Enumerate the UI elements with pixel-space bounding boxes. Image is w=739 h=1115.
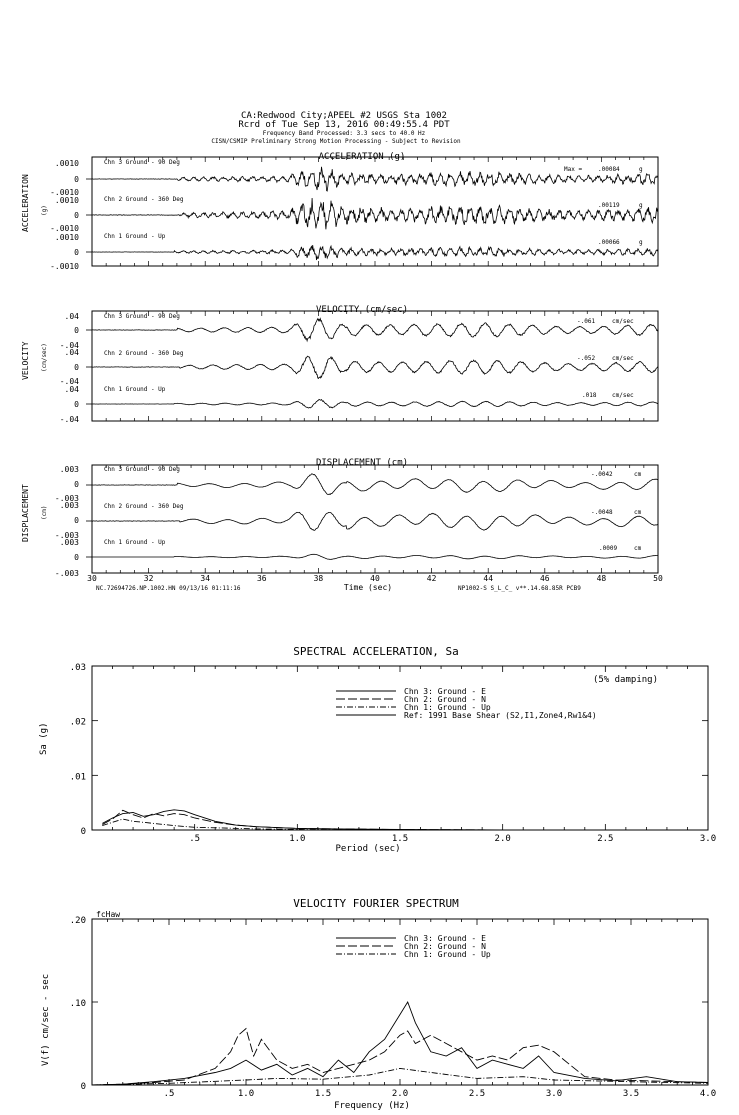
vel-ch3-label: Chn 3 Ground - 90 Deg <box>104 313 180 320</box>
velocity-frame <box>86 311 658 421</box>
sa-legend-ch2: Chn 2: Ground - N <box>404 695 486 704</box>
fs-xtick-label: 1.5 <box>314 1089 332 1099</box>
acc-ch1-peak: .00066 <box>598 239 620 246</box>
disp-ch2-peak: -.0048 <box>591 509 613 516</box>
sa-xtick-label: 3.0 <box>699 834 717 844</box>
time-tick-label: 42 <box>426 574 437 583</box>
sa-ytick-label: 0 <box>80 827 86 837</box>
sa-ytick-label: .01 <box>69 772 86 783</box>
disp-ch3-label: Chn 3 Ground - 90 Deg <box>104 466 180 473</box>
vel-ch1-label: Chn 1 Ground - Up <box>104 386 166 393</box>
vel-ch1-ytick-top: .04 <box>64 385 79 394</box>
fs-series-2 <box>92 1029 708 1085</box>
vel-ch2-unit: cm/sec <box>612 355 634 362</box>
fs-xtick-label: 2.5 <box>468 1089 486 1099</box>
time-tick-label: 34 <box>200 574 211 583</box>
vel-ch3-unit: cm/sec <box>612 318 634 325</box>
sa-xtick-label: 1.0 <box>289 834 306 844</box>
sa-legend-ref: Ref: 1991 Base Shear (S2,I1,Zone4,Rw1&4) <box>404 711 597 720</box>
velocity-ylabel: VELOCITY <box>21 341 30 380</box>
velocity-yunit: (cm/sec) <box>41 343 48 372</box>
disp-ch2-label: Chn 2 Ground - 360 Deg <box>104 503 184 510</box>
vel-ch2-peak: -.052 <box>577 355 596 362</box>
sa-ytick-label: .03 <box>69 663 86 673</box>
vel-ch3-trace <box>92 319 658 341</box>
vel-ch3-peak: -.061 <box>577 318 596 325</box>
fs-ytick-label: .20 <box>69 916 86 926</box>
time-tick-label: 30 <box>87 574 97 583</box>
sa-ylabel: Sa (g) <box>39 722 49 755</box>
time-tick-label: 32 <box>143 574 154 583</box>
vel-ch1-peak: .018 <box>582 392 597 399</box>
disp-ch1-peak: .0009 <box>599 545 618 552</box>
sa-plot-area <box>70 663 716 844</box>
fs-xtick-label: 2.0 <box>391 1089 409 1099</box>
disp-ch1-ytick-bottom: -.003 <box>54 569 79 578</box>
displacement-panel <box>21 458 663 592</box>
acc-ch2-label: Chn 2 Ground - 360 Deg <box>104 196 184 203</box>
vel-ch1-trace <box>92 399 658 408</box>
disp-ch2-ytick-top: .003 <box>59 501 79 510</box>
fs-legend-ch2: Chn 2: Ground - N <box>404 942 486 951</box>
acc-ch1-ytick-bottom: -.0010 <box>50 262 79 271</box>
acc-ch2-peak: .00119 <box>598 202 620 209</box>
disp-ch1-ytick-top: .003 <box>59 538 79 547</box>
vel-ch3-ytick-bottom: -.04 <box>59 341 79 350</box>
velocity-title: VELOCITY (cm/sec) <box>315 305 409 315</box>
fs-ylabel: V(f) cm/sec - sec <box>41 973 51 1066</box>
disp-ch2-trace <box>92 512 658 530</box>
vel-ch2-trace <box>92 356 658 378</box>
fs-xtick-label: 4.0 <box>699 1089 717 1099</box>
displacement-ylabel: DISPLACEMENT <box>21 484 30 542</box>
sa-legend-ch1: Chn 1: Ground - Up <box>404 703 491 712</box>
acc-ch2-ytick-bottom: -.0010 <box>50 224 79 233</box>
vel-ch1-ytick-bottom: -.04 <box>59 415 79 424</box>
disp-ch1-ytick-zero: 0 <box>74 553 79 562</box>
acc-ch3-ytick-top: .0010 <box>54 159 79 168</box>
vel-ch1-unit: cm/sec <box>612 392 634 399</box>
acc-ch1-ytick-top: .0010 <box>54 233 79 242</box>
footer-right: NP1002-S S_L_C_ v**.14.68.85R PCB9 <box>458 585 581 592</box>
sa-xtick-label: 1.5 <box>391 834 409 844</box>
displacement-title: DISPLACEMENT (cm) <box>315 458 409 468</box>
fs-xtick-label: 3.5 <box>622 1089 640 1099</box>
time-tick-label: 46 <box>539 574 550 583</box>
acc-ch2-ytick-zero: 0 <box>74 211 79 220</box>
time-axis-label: Time (sec) <box>343 583 393 592</box>
time-tick-label: 38 <box>313 574 324 583</box>
header-band: Frequency Band Processed: 3.3 secs to 40.0 Hz <box>262 130 426 137</box>
fs-corner-label: fcHaw <box>96 910 121 919</box>
disp-ch3-peak: -.0042 <box>591 471 613 478</box>
disp-ch3-trace <box>92 474 658 495</box>
time-axis-ticks <box>87 574 663 583</box>
time-tick-label: 44 <box>483 574 494 583</box>
fs-xtick-label: .5 <box>163 1089 175 1099</box>
disp-ch3-unit: cm <box>634 471 642 478</box>
disp-ch3-ytick-bottom: -.003 <box>54 494 79 503</box>
vel-ch2-label: Chn 2 Ground - 360 Deg <box>104 350 184 357</box>
acc-ch3-ytick-bottom: -.0010 <box>50 188 79 197</box>
header <box>211 111 461 145</box>
acc-ch3-peak: .00084 <box>598 166 620 173</box>
vel-ch3-ytick-top: .04 <box>64 312 79 321</box>
sa-xtick-label: .5 <box>189 834 201 844</box>
vel-ch3-ytick-zero: 0 <box>74 326 79 335</box>
disp-ch2-unit: cm <box>634 509 642 516</box>
fourier-spectrum-panel <box>41 897 716 1111</box>
sa-xtick-label: 2.0 <box>494 834 511 844</box>
acc-ch1-label: Chn 1 Ground - Up <box>104 233 166 240</box>
acceleration-yunit: (g) <box>41 205 48 216</box>
header-station: CA:Redwood City;APEEL #2 USGS Sta 1002 <box>241 111 447 121</box>
acc-ch3-unit: g <box>639 166 643 173</box>
sa-xlabel: Period (sec) <box>335 844 401 854</box>
sa-xtick-label: 2.5 <box>597 834 614 844</box>
acc-border <box>92 157 658 266</box>
displacement-yunit: (cm) <box>41 505 48 520</box>
fs-legend-ch1: Chn 1: Ground - Up <box>404 950 491 959</box>
footer-left: NC.72694726.NP.1002.HN 09/13/16 01:11:16 <box>96 585 241 592</box>
fs-xlabel: Frequency (Hz) <box>334 1101 410 1111</box>
disp-ch1-unit: cm <box>634 545 642 552</box>
acc-ch3-label: Chn 3 Ground - 90 Deg <box>104 159 180 166</box>
sa-border <box>92 666 708 830</box>
fs-border <box>92 919 708 1085</box>
spectral-acceleration-panel <box>39 645 716 854</box>
fs-ytick-label: .10 <box>69 999 86 1009</box>
acc-ch3-peak-prefix: Max = <box>564 166 583 173</box>
acc-ch2-unit: g <box>639 202 643 209</box>
header-record: Rcrd of Tue Sep 13, 2016 00:49:55.4 PDT <box>238 120 450 130</box>
sa-note: (5% damping) <box>592 675 658 685</box>
disp-ch2-ytick-zero: 0 <box>74 516 79 525</box>
time-tick-label: 48 <box>596 574 607 583</box>
acceleration-ylabel: ACCELERATION <box>21 174 30 232</box>
fs-xtick-label: 1.0 <box>237 1089 255 1099</box>
displacement-frame <box>86 465 658 573</box>
fs-series-1 <box>92 1002 708 1085</box>
header-note: CISN/CSMIP Preliminary Strong Motion Processing - Subject to Revision <box>211 138 461 145</box>
velocity-panel <box>21 305 658 424</box>
acc-ch2-ytick-top: .0010 <box>54 196 79 205</box>
vel-ch2-ytick-top: .04 <box>64 348 79 357</box>
acceleration-frame <box>86 157 658 266</box>
sa-series-3 <box>102 819 708 830</box>
vel-ch1-ytick-zero: 0 <box>74 400 79 409</box>
time-tick-label: 40 <box>370 574 380 583</box>
fs-ytick-label: 0 <box>80 1082 86 1092</box>
fs-legend-ch3: Chn 3: Ground - E <box>404 934 486 943</box>
acc-ch1-ytick-zero: 0 <box>74 248 79 257</box>
disp-ch3-ytick-zero: 0 <box>74 480 79 489</box>
sa-ytick-label: .02 <box>69 717 86 728</box>
disp-ch1-trace <box>92 554 658 559</box>
sa-legend-ch3: Chn 3: Ground - E <box>404 687 486 696</box>
acc-ch1-unit: g <box>639 239 643 246</box>
sa-title: SPECTRAL ACCELERATION, Sa <box>293 645 459 658</box>
disp-ch1-label: Chn 1 Ground - Up <box>104 539 166 546</box>
disp-ch3-ytick-top: .003 <box>59 465 79 474</box>
acceleration-panel <box>21 152 658 271</box>
fs-plot-area <box>70 916 716 1099</box>
vel-ch2-ytick-bottom: -.04 <box>59 377 79 386</box>
fs-xtick-label: 3.0 <box>545 1089 563 1099</box>
acc-ch3-ytick-zero: 0 <box>74 175 79 184</box>
disp-ch2-ytick-bottom: -.003 <box>54 531 79 540</box>
vel-ch2-ytick-zero: 0 <box>74 363 79 372</box>
acceleration-title: ACCELERATION (g) <box>318 152 406 162</box>
fs-title: VELOCITY FOURIER SPECTRUM <box>293 897 459 910</box>
time-tick-label: 36 <box>256 574 267 583</box>
time-tick-label: 50 <box>653 574 663 583</box>
acc-ch1-trace <box>92 245 658 260</box>
